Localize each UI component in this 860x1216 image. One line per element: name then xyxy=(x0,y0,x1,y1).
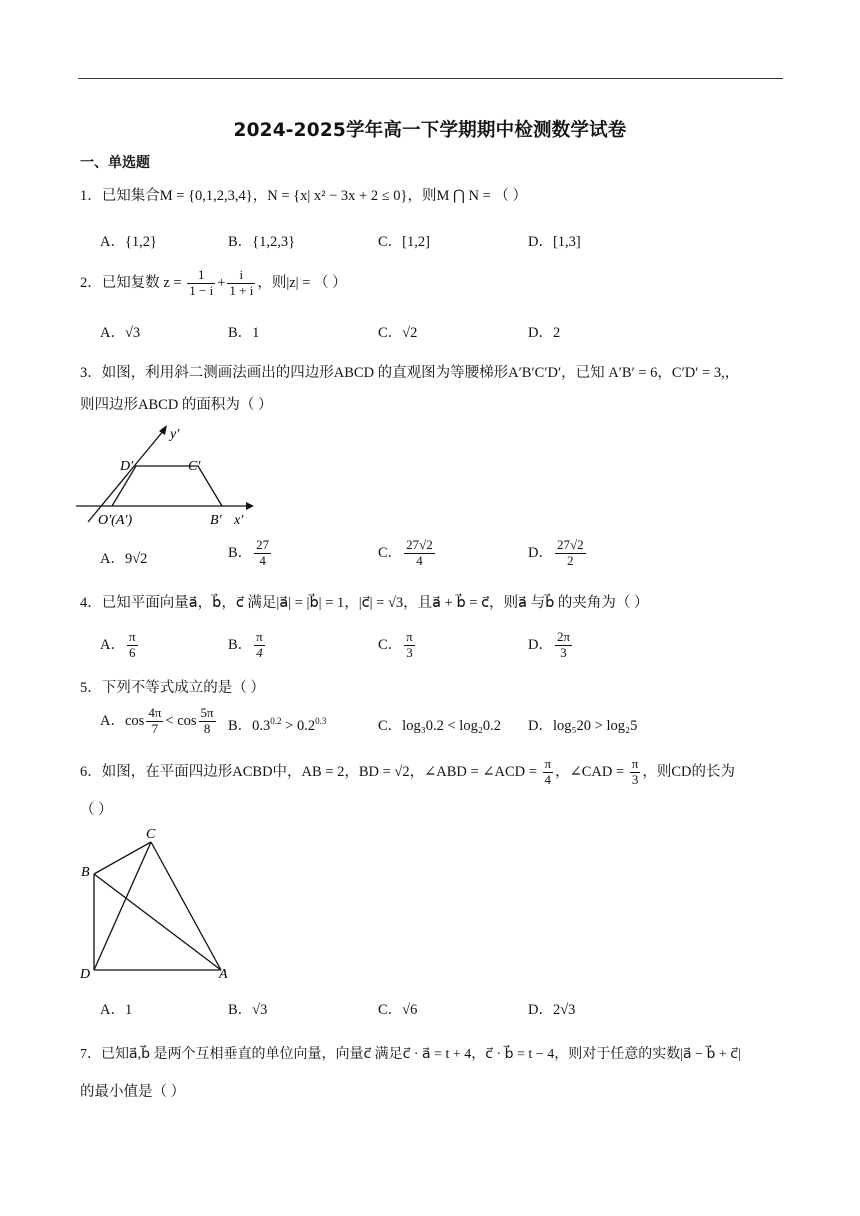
question-text: 下列不等式成立的是（ ） xyxy=(101,680,265,696)
quadrilateral-figure xyxy=(76,822,236,984)
fraction xyxy=(630,757,641,788)
denominator: 1 + i xyxy=(229,282,254,298)
fraction xyxy=(127,630,138,661)
denominator: 7 xyxy=(151,720,159,736)
denominator: 4 xyxy=(259,552,266,568)
q4-option-b[interactable] xyxy=(228,630,267,661)
numerator: 5π xyxy=(200,705,214,720)
q3-option-d[interactable] xyxy=(528,538,588,569)
option-letter: A． xyxy=(100,636,125,653)
fraction xyxy=(227,268,255,299)
denominator: 4 xyxy=(544,771,552,787)
fraction xyxy=(555,538,586,569)
numerator: π xyxy=(544,756,552,771)
numerator: π xyxy=(128,629,136,644)
q3-option-b[interactable] xyxy=(228,538,273,569)
label-b: B xyxy=(81,865,90,880)
question-text-mid: ，∠CAD = xyxy=(555,763,628,780)
question-1 xyxy=(80,184,527,205)
numerator: 27√2 xyxy=(406,537,433,552)
denominator: 3 xyxy=(560,644,567,660)
question-text: 已知a⃗,b⃗ 是两个互相垂直的单位向量，向量c⃗ 满足c⃗ · a⃗ = t + 4，c⃗ · b⃗ = t − 4，则对于任意的实数|a⃗ − b⃗ + c⃗| xyxy=(101,1047,741,1062)
question-text-pre: 如图，在平面四边形ACBD中，AB = 2，BD = √2，∠ABD = ∠ACD = xyxy=(101,763,541,780)
segment-cd xyxy=(94,842,151,970)
fraction xyxy=(543,757,554,788)
question-number: 2． xyxy=(80,274,102,291)
exponent: 0.2 xyxy=(270,716,282,727)
label-d: D xyxy=(80,967,91,982)
question-text-post: ，则|z| = （ ） xyxy=(257,274,347,291)
segment-bc xyxy=(94,842,151,874)
q2-option-a[interactable]: A．√3 xyxy=(100,325,141,341)
option-text: B．0.3 xyxy=(228,718,271,734)
fraction xyxy=(254,630,265,661)
q6-option-c[interactable]: C．√6 xyxy=(378,1002,418,1018)
q1-option-b[interactable]: B．{1,2,3} xyxy=(228,234,296,250)
label-c: C xyxy=(146,827,156,842)
question-text: 如图，利用斜二测画法画出的四边形ABCD 的直观图为等腰梯形A′B′C′D′，已知 A′B′ = 6，C′D′ = 3,， xyxy=(101,365,740,381)
option-letter: D． xyxy=(528,636,553,653)
question-3-line-1 xyxy=(80,361,739,382)
y-axis-line xyxy=(88,430,164,522)
q4-option-a[interactable] xyxy=(100,630,140,661)
denominator: 4 xyxy=(256,644,263,660)
label-d: D′ xyxy=(120,459,134,474)
numerator: 27 xyxy=(256,537,270,552)
numerator: i xyxy=(227,268,255,284)
q5-option-d[interactable]: D．log₅20 > log₂5 xyxy=(528,718,638,734)
q6-option-d[interactable]: D．2√3 xyxy=(528,1002,576,1018)
question-7-line-2: 的最小值是（ ） xyxy=(80,1084,186,1100)
question-3-line-2: 则四边形ABCD 的面积为（ ） xyxy=(80,397,273,413)
fraction xyxy=(404,630,415,661)
x-axis-arrow-icon xyxy=(246,502,254,510)
numerator: 2π xyxy=(556,629,571,644)
plus-sign: + xyxy=(217,274,226,291)
denominator: 3 xyxy=(406,644,413,660)
numerator: 27√2 xyxy=(556,537,584,552)
label-a: A xyxy=(219,967,228,982)
denominator: 2 xyxy=(567,552,574,568)
question-number: 4． xyxy=(80,595,102,611)
option-letter: B． xyxy=(228,636,253,653)
q2-option-b[interactable]: B．1 xyxy=(228,325,260,341)
denominator: 3 xyxy=(631,771,639,787)
q3-option-a[interactable]: A．9√2 xyxy=(100,551,148,567)
question-5 xyxy=(80,676,265,697)
q1-option-c[interactable]: C．[1,2] xyxy=(378,234,430,250)
q5-option-a[interactable] xyxy=(100,706,218,737)
label-b: B′ xyxy=(210,513,222,528)
y-axis-arrow-icon xyxy=(159,425,167,435)
numerator: π xyxy=(256,629,263,644)
question-6-paren: （ ） xyxy=(80,802,113,818)
label-o: O′(A′) xyxy=(98,513,133,528)
header-rule xyxy=(78,78,783,79)
option-text: > 0.2 xyxy=(281,718,316,734)
q1-option-a[interactable]: A．{1,2} xyxy=(100,234,158,250)
fraction xyxy=(187,268,215,299)
question-number: 7． xyxy=(80,1047,101,1062)
question-number: 3． xyxy=(80,365,102,381)
fraction xyxy=(254,538,271,569)
question-text: 已知集合M = {0,1,2,3,4}，N = {x| x² − 3x + 2 ≤ 0}，则M ⋂ N = （ ） xyxy=(101,188,528,204)
question-4 xyxy=(80,591,649,612)
page-title: 2024-2025学年高一下学期期中检测数学试卷 xyxy=(233,120,627,141)
q6-option-b[interactable]: B．√3 xyxy=(228,1002,268,1018)
label-c: C′ xyxy=(188,459,201,474)
segment-ba xyxy=(94,874,221,970)
option-text: A．cos xyxy=(100,712,145,729)
fraction xyxy=(146,706,163,737)
q2-option-d[interactable]: D．2 xyxy=(528,325,561,341)
q2-option-c[interactable]: C．√2 xyxy=(378,325,418,341)
q4-option-c[interactable] xyxy=(378,630,417,661)
segment-ca xyxy=(151,842,221,970)
q4-option-d[interactable] xyxy=(528,630,574,661)
q5-option-c[interactable]: C．log₃0.2 < log₂0.2 xyxy=(378,718,502,734)
fraction xyxy=(199,706,216,737)
denominator: 1 − i xyxy=(189,282,214,298)
option-letter: C． xyxy=(378,544,403,561)
numerator: π xyxy=(406,629,413,644)
option-letter: B． xyxy=(228,544,253,561)
q1-option-d[interactable]: D．[1,3] xyxy=(528,234,581,250)
question-number: 1． xyxy=(80,188,102,204)
denominator: 8 xyxy=(203,720,211,736)
option-letter: D． xyxy=(528,544,553,561)
denominator: 6 xyxy=(129,644,136,660)
section-heading: 一、单选题 xyxy=(80,155,150,171)
option-letter: C． xyxy=(378,636,403,653)
fraction xyxy=(404,538,435,569)
numerator: 4π xyxy=(148,705,162,720)
q3-option-c[interactable] xyxy=(378,538,437,569)
label-x: x′ xyxy=(234,513,244,528)
fraction xyxy=(555,630,572,661)
question-text-pre: 已知复数 z = xyxy=(101,274,186,291)
q5-option-b[interactable] xyxy=(228,714,326,735)
option-text: < cos xyxy=(165,712,197,729)
exponent: 0.3 xyxy=(315,716,327,727)
question-text-post: ，则CD的长为 xyxy=(642,763,736,780)
question-number: 5． xyxy=(80,680,102,696)
denominator: 4 xyxy=(416,552,423,568)
question-text: 已知平面向量a⃗，b⃗，c⃗ 满足|a⃗| = |b⃗| = 1，|c⃗| = √3，且a⃗ + b⃗ = c⃗，则a⃗ 与b⃗ 的夹角为（ ） xyxy=(101,595,649,611)
question-number: 6． xyxy=(80,763,102,780)
trapezoid-figure xyxy=(76,418,266,530)
numerator: π xyxy=(631,756,639,771)
question-7-line-1 xyxy=(80,1043,741,1063)
q6-option-a[interactable]: A．1 xyxy=(100,1002,133,1018)
numerator: 1 xyxy=(187,268,215,284)
question-6 xyxy=(80,757,735,788)
question-2 xyxy=(80,268,347,299)
label-y: y′ xyxy=(170,427,180,442)
